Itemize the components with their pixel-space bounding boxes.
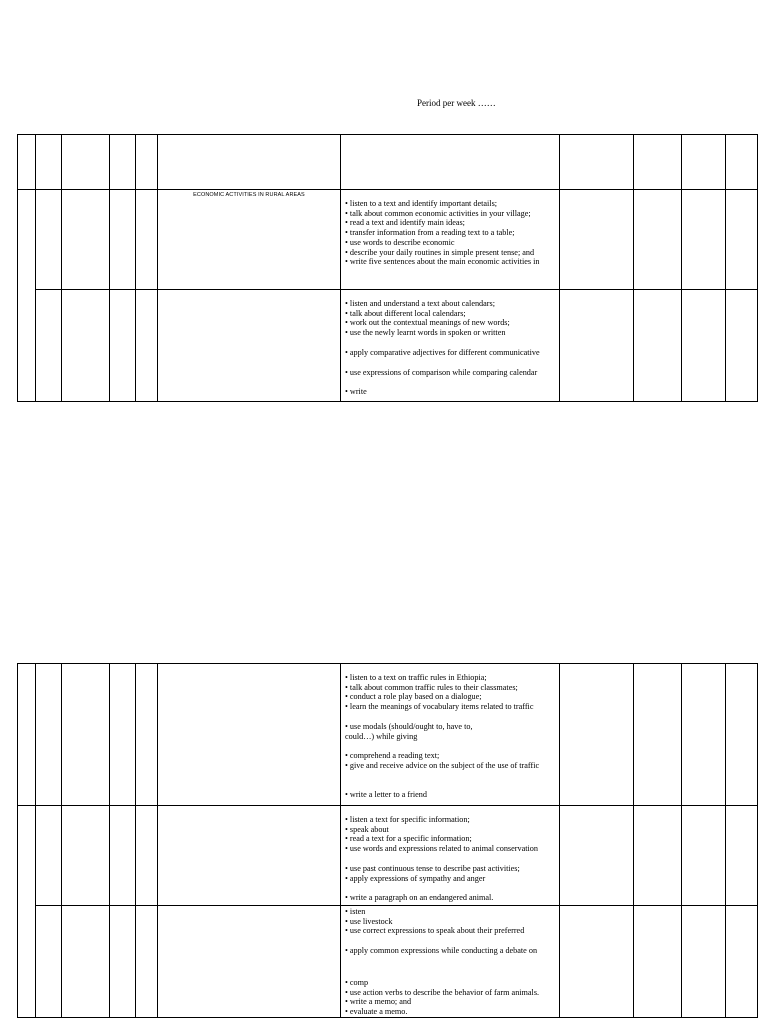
objective-item: • listen and understand a text about calendars; [345, 299, 495, 308]
cell [341, 135, 560, 190]
table-row [18, 806, 758, 906]
cell [36, 664, 62, 806]
cell [560, 806, 634, 906]
objective-item: • learn the meanings of vocabulary items related to traffic [345, 702, 534, 712]
objective-item: • use livestock [345, 916, 393, 926]
cell [62, 135, 110, 190]
cell [18, 664, 36, 806]
cell [62, 664, 110, 806]
objective-item: • comprehend a reading text; [345, 751, 440, 761]
table-row [18, 664, 758, 806]
cell [136, 906, 158, 1018]
objective-item: • write five sentences about the main economic activities in [345, 257, 540, 267]
topic-cell [158, 190, 341, 290]
objectives-list [341, 806, 559, 903]
cell [560, 906, 634, 1018]
topic-cell [158, 906, 341, 1018]
objective-item: • read a text and identify main ideas; [345, 218, 465, 228]
topic-cell [158, 806, 341, 906]
objective-item: • listen a text for specific information; [345, 815, 470, 824]
cell [62, 906, 110, 1018]
cell [36, 190, 62, 290]
cell [62, 190, 110, 290]
objective-item: • use the newly learnt words in spoken or written [345, 328, 506, 338]
objective-item: • conduct a role play based on a dialogue; [345, 692, 482, 702]
cell [18, 135, 36, 190]
objective-item: • use expressions of comparison while comparing calendar [345, 367, 538, 377]
cell [726, 190, 758, 290]
cell [634, 190, 682, 290]
cell [110, 806, 136, 906]
objective-item: • work out the contextual meanings of new words; [345, 318, 510, 328]
cell [726, 290, 758, 402]
cell [62, 806, 110, 906]
objective-item: • transfer information from a reading text to a table; [345, 228, 515, 238]
objective-item: • isten [345, 907, 366, 916]
table-row [18, 906, 758, 1018]
objective-item: • talk about different local calendars; [345, 308, 466, 318]
topic-cell [158, 290, 341, 402]
objective-item: • use action verbs to describe the behavior of farm animals. [345, 987, 540, 997]
cell [634, 135, 682, 190]
cell [634, 664, 682, 806]
cell [110, 906, 136, 1018]
objective-item: • apply expressions of sympathy and anger [345, 873, 486, 883]
cell [158, 135, 341, 190]
objective-item: could…) while giving [345, 731, 418, 741]
objective-item: • evaluate a memo. [345, 1006, 408, 1016]
cell [18, 190, 36, 402]
objectives-cell [341, 290, 560, 402]
cell [682, 135, 726, 190]
cell [36, 906, 62, 1018]
cell [726, 906, 758, 1018]
objective-item: • give and receive advice on the subject of the use of traffic [345, 760, 540, 770]
cell [36, 806, 62, 906]
objective-item: • use words and expressions related to animal conservation [345, 844, 538, 854]
objectives-cell [341, 906, 560, 1018]
cell [18, 806, 36, 1018]
objective-item: • describe your daily routines in simple present tense; and [345, 247, 535, 257]
objective-item: • listen to a text and identify important details; [345, 199, 498, 208]
objectives-list [341, 906, 559, 1017]
objectives-cell [341, 806, 560, 906]
cell [726, 135, 758, 190]
cell [136, 290, 158, 402]
objectives-cell [341, 664, 560, 806]
objective-item: • comp [345, 977, 369, 987]
objective-item: • apply comparative adjectives for different communicative [345, 347, 540, 357]
cell [682, 664, 726, 806]
objective-item: • talk about common economic activities in your village; [345, 208, 531, 218]
cell [136, 135, 158, 190]
cell [726, 664, 758, 806]
objectives-list [341, 190, 559, 267]
objective-item: • write a letter to a friend [345, 789, 427, 799]
objective-item: • talk about common traffic rules to their classmates; [345, 682, 518, 692]
cell [682, 190, 726, 290]
period-per-week-label: Period per week …… [417, 98, 496, 108]
objective-item: • write [345, 387, 367, 397]
objectives-list [341, 290, 559, 397]
cell [560, 190, 634, 290]
cell [560, 664, 634, 806]
objective-item: • use words to describe economic [345, 237, 455, 247]
objectives-cell [341, 190, 560, 290]
header-row [18, 135, 758, 190]
cell [682, 806, 726, 906]
topic-cell [158, 664, 341, 806]
cell [62, 290, 110, 402]
objective-item: • write a paragraph on an endangered animal. [345, 893, 494, 903]
table-row [18, 290, 758, 402]
cell [110, 664, 136, 806]
table-row [18, 190, 758, 290]
cell [682, 906, 726, 1018]
cell [36, 290, 62, 402]
annual-plan-table-top [17, 134, 758, 402]
objective-item: • use correct expressions to speak about their preferred [345, 926, 525, 936]
objective-item: • write a memo; and [345, 997, 412, 1007]
cell [136, 664, 158, 806]
cell [560, 290, 634, 402]
objective-item: • listen to a text on traffic rules in Ethiopia; [345, 673, 487, 682]
cell [682, 290, 726, 402]
cell [136, 806, 158, 906]
objectives-list [341, 664, 559, 799]
unit-topic: ECONOMIC ACTIVITIES IN RURAL AREAS [193, 192, 305, 198]
cell [110, 135, 136, 190]
annual-plan-table-bottom [17, 663, 758, 1018]
objective-item: • apply common expressions while conducting a debate on [345, 946, 538, 956]
cell [110, 290, 136, 402]
objective-item: • read a text for a specific information; [345, 834, 472, 844]
cell [36, 135, 62, 190]
cell [634, 906, 682, 1018]
objective-item: • use modals (should/ought to, have to, [345, 721, 473, 731]
cell [110, 190, 136, 290]
cell [726, 806, 758, 906]
cell [634, 290, 682, 402]
cell [136, 190, 158, 290]
objective-item: • speak about [345, 824, 389, 834]
cell [560, 135, 634, 190]
cell [634, 806, 682, 906]
objective-item: • use past continuous tense to describe past activities; [345, 863, 520, 873]
